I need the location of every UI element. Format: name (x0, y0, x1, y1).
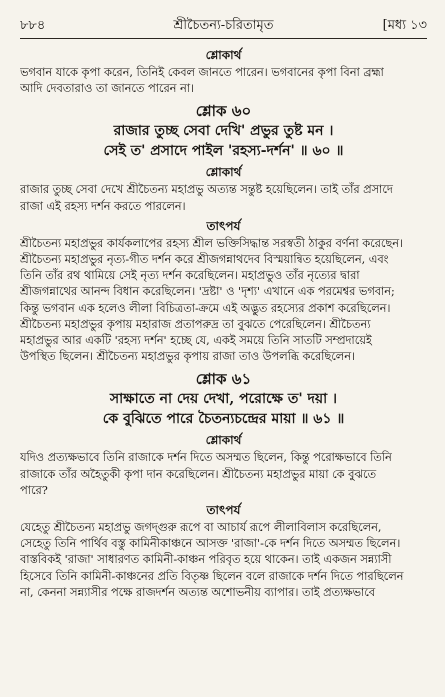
verse-line: সেই ত' প্রসাদে পাইল 'রহস্য-দর্শন' ॥ ৬০ ॥ (103, 143, 344, 160)
text-line: মহাপ্রভুর আর একটি 'রহস্য দর্শন' হচ্ছে যে, একই সময়ে তিনি সাতটি সম্প্রদায়েই (20, 334, 372, 348)
text-line: তিনি তাঁর রথ থামিয়ে সেই নৃত্য দর্শন করেছিলেন। মহাপ্রভুও তাঁর নৃত্যের দ্বারা (20, 269, 360, 283)
section-label: তাৎপর্য (206, 218, 241, 233)
text-line: হিসেবে তিনি কামিনী-কাঞ্চনের প্রতি বিতৃষ্ণ ছিলেন বলে রাজাকে দর্শন দিতে পারছিলেন (20, 569, 404, 583)
text-line: যদিও প্রত্যক্ষভাবে তিনি রাজাকে দর্শন দিতে অসম্মত ছিলেন, কিন্তু পরোক্ষভাবে তিনি (20, 451, 392, 465)
text-line: ভগবান যাকে কৃপা করেন, তিনিই কেবল জানতে পারেন। ভগবানের কৃপা বিনা ব্রহ্মা (20, 66, 384, 79)
text-line: শ্রীচৈতন্য মহাপ্রভুর নৃত্য-গীত দর্শন করে শ্রীজগন্নাথদেব বিস্ময়ান্বিত হয়েছিলেন, এবং (20, 253, 389, 267)
text-line: উপস্থিত ছিলেন। শ্রীচৈতন্য মহাপ্রভুর কৃপায় রাজা তাও উপলব্ধি করেছিলেন। (20, 350, 355, 364)
text-line: না, কেননা সন্ন্যাসীর পক্ষে রাজদর্শন অত্যন্ত অশোভনীয় ব্যাপার। তাই প্রত্যক্ষভাবে (20, 585, 376, 599)
verse-heading: শ্লোক ৬০ (195, 102, 252, 121)
verse-heading: শ্লোক ৬১ (195, 370, 252, 389)
section-label: শ্লোকার্থ (205, 433, 242, 448)
section-label: শ্লোকার্থ (205, 165, 242, 180)
text-line: যেহেতু শ্রীচৈতন্য মহাপ্রভু জগদ্গুরু রূপে বা আচার্য রূপে লীলাবিলাস করেছিলেন, (20, 521, 382, 535)
verse-line: কে বুঝিতে পারে চৈতন্যচন্দ্রের মায়া ॥ ৬১ ॥ (102, 411, 345, 428)
header-rule (20, 38, 427, 39)
page-content (20, 44, 427, 601)
text-line: সেহেতু তিনি পার্থিব বস্তু কামিনীকাঞ্চনে আসক্ত 'রাজা'-কে দর্শন দিতে অসম্মত ছিলেন। (20, 537, 401, 551)
verse-line: সাক্ষাতে না দেয় দেখা, পরোক্ষে ত' দয়া । (109, 391, 338, 408)
text-line: রাজার তুচ্ছ সেবা দেখে শ্রীচৈতন্য মহাপ্রভু অত্যন্ত সন্তুষ্ট হয়েছিলেন। তাই তাঁর প্রসাদে (20, 183, 393, 197)
translation-paragraph (20, 450, 427, 499)
text-line: কিন্তু ভগবান এক হলেও লীলা বিচিত্রতা-ক্রমে এই অদ্ভুত রহস্যের প্রকাশ করেছিলেন। (20, 301, 391, 315)
text-line: রাজাকে তাঁর অহৈতুকী কৃপা দান করেছিলেন। শ্রীচৈতন্য মহাপ্রভুর মায়া কে বুঝতে (20, 467, 376, 481)
page-header (20, 16, 427, 38)
text-line: বাস্তবিকই 'রাজা' সাধারণত কামিনী-কাঞ্চন পরিবৃত হয়ে থাকেন। তাই একজন সন্ন্যাসী (20, 553, 392, 567)
chapter-marker: [মধ্য ১৩ (382, 18, 427, 33)
text-line: পারে? (20, 483, 48, 497)
translation-paragraph (20, 65, 427, 97)
text-line: আদি দেবতারাও তা জানতে পারেন না। (20, 82, 195, 96)
page-number: ৮৮৪ (20, 18, 46, 33)
verse-text (20, 121, 427, 161)
text-line: শ্রীচৈতন্য মহাপ্রভুর কৃপায় মহারাজ প্রতাপরুদ্র তা বুঝতে পেরেছিলেন। শ্রীচৈতন্য (20, 317, 371, 331)
verse-line: রাজার তুচ্ছ সেবা দেখি' প্রভুর তুষ্ট মন । (113, 123, 334, 140)
text-line: শ্রীচৈতন্য মহাপ্রভুর কার্যকলাপের রহস্য শ্রীল ভক্তিসিদ্ধান্ত সরস্বতী ঠাকুর বর্ণনা করেছেন। (20, 236, 404, 250)
section-label: তাৎপর্য (206, 503, 241, 518)
translation-paragraph (20, 182, 427, 214)
section-label: শ্লোকার্থ (205, 48, 242, 62)
purport-paragraph (20, 236, 427, 366)
running-title: শ্রীচৈতন্য-চরিতামৃত (173, 18, 274, 33)
purport-paragraph (20, 520, 427, 601)
text-line: শ্রীজগন্নাথের আনন্দ বিধান করেছিলেন। 'দ্রষ্টা' ও 'দৃশ্য' এখানে এক পরমেশ্বর ভগবান; (20, 285, 395, 299)
verse-text (20, 389, 427, 429)
text-line: রাজা এই রহস্য দর্শন করতে পারলেন। (20, 199, 186, 213)
